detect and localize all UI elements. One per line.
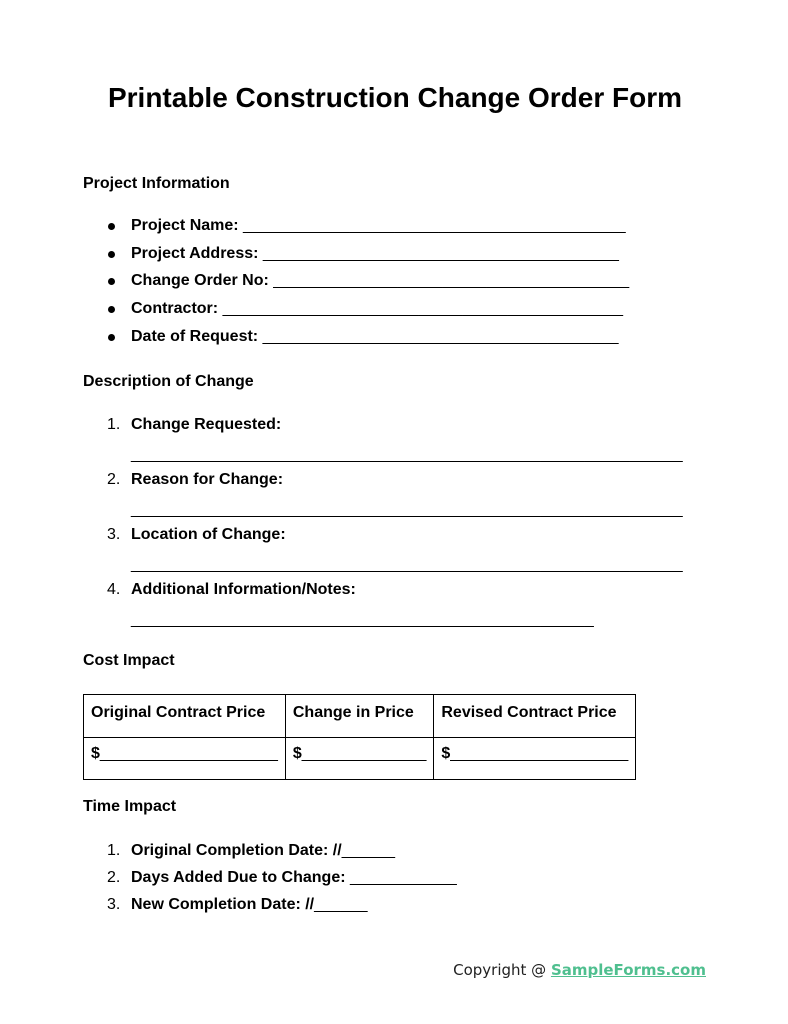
list-item <box>83 841 457 861</box>
item-number: 1. <box>107 842 121 859</box>
field-label: Reason for Change: <box>131 471 284 488</box>
description-heading: Description of Change <box>83 373 254 390</box>
reason-for-change-field[interactable]: ______________________________________________________________ <box>131 501 683 518</box>
item-number: 2. <box>107 869 121 886</box>
change-price-header: Change in Price <box>285 695 433 738</box>
currency-symbol: $ <box>292 745 302 762</box>
change-order-no-field[interactable]: ________________________________________ <box>273 272 630 290</box>
item-number: 2. <box>107 471 121 488</box>
days-added-field[interactable]: ____________ <box>345 869 457 886</box>
original-price-field[interactable]: ____________________ <box>99 745 278 762</box>
project-info-list <box>83 216 629 354</box>
copyright-text: Copyright @ <box>453 961 551 979</box>
item-number: 1. <box>107 416 121 433</box>
list-item <box>83 525 683 580</box>
bullet-icon <box>108 278 115 285</box>
bullet-icon <box>108 223 115 230</box>
list-item <box>83 271 629 291</box>
cost-impact-table <box>83 694 636 780</box>
field-label: Project Name: <box>131 217 239 234</box>
item-number: 3. <box>107 526 121 543</box>
time-impact-list <box>83 841 457 922</box>
date-of-request-field[interactable]: ________________________________________ <box>262 327 619 345</box>
bullet-icon <box>108 334 115 341</box>
field-label: Date of Request: <box>131 327 259 345</box>
table-row <box>84 738 636 780</box>
field-label: Original Completion Date: // <box>131 842 342 859</box>
item-number: 4. <box>107 581 121 598</box>
location-of-change-field[interactable]: ______________________________________________________________ <box>131 556 683 573</box>
revised-price-field[interactable]: ____________________ <box>450 745 629 762</box>
new-completion-date-field[interactable]: ______ <box>314 896 368 913</box>
change-price-cell[interactable] <box>285 738 433 780</box>
list-item <box>83 868 457 888</box>
currency-symbol: $ <box>441 745 451 762</box>
field-label: Project Address: <box>131 244 259 262</box>
project-name-field[interactable]: ___________________________________________ <box>243 217 626 234</box>
field-label: Change Order No: <box>131 272 269 290</box>
table-header-row <box>84 695 636 738</box>
field-label: New Completion Date: // <box>131 896 315 913</box>
bullet-icon <box>108 306 115 313</box>
list-item <box>83 895 457 915</box>
list-item <box>83 415 683 470</box>
original-price-cell[interactable] <box>84 738 286 780</box>
original-price-header: Original Contract Price <box>84 695 286 738</box>
field-label: Location of Change: <box>131 526 286 543</box>
bullet-icon <box>108 251 115 258</box>
original-completion-date-field[interactable]: ______ <box>341 842 396 859</box>
currency-symbol: $ <box>91 745 100 762</box>
change-requested-field[interactable]: ______________________________________________________________ <box>131 446 683 463</box>
list-item <box>83 327 629 347</box>
revised-price-cell[interactable] <box>434 738 636 780</box>
cost-heading: Cost Impact <box>83 652 175 669</box>
sampleforms-link[interactable]: SampleForms.com <box>550 961 706 979</box>
item-number: 3. <box>107 896 121 913</box>
field-label: Days Added Due to Change: <box>131 869 346 886</box>
additional-notes-field[interactable]: ____________________________________________________ <box>131 611 594 628</box>
contractor-field[interactable]: _____________________________________________ <box>222 300 623 318</box>
description-list <box>83 415 683 628</box>
project-address-field[interactable]: ________________________________________ <box>262 244 619 262</box>
field-label: Additional Information/Notes: <box>131 581 356 598</box>
list-item <box>83 216 629 236</box>
field-label: Change Requested: <box>131 416 282 433</box>
list-item <box>83 244 629 264</box>
project-info-heading: Project Information <box>83 175 230 192</box>
list-item <box>83 470 683 525</box>
change-price-field[interactable]: ______________ <box>301 745 427 762</box>
field-label: Contractor: <box>131 300 219 318</box>
list-item <box>83 299 629 319</box>
revised-price-header: Revised Contract Price <box>434 695 636 738</box>
list-item <box>83 580 683 628</box>
copyright-footer <box>453 960 706 980</box>
time-heading: Time Impact <box>83 798 177 815</box>
page-title: Printable Construction Change Order Form <box>107 82 683 113</box>
